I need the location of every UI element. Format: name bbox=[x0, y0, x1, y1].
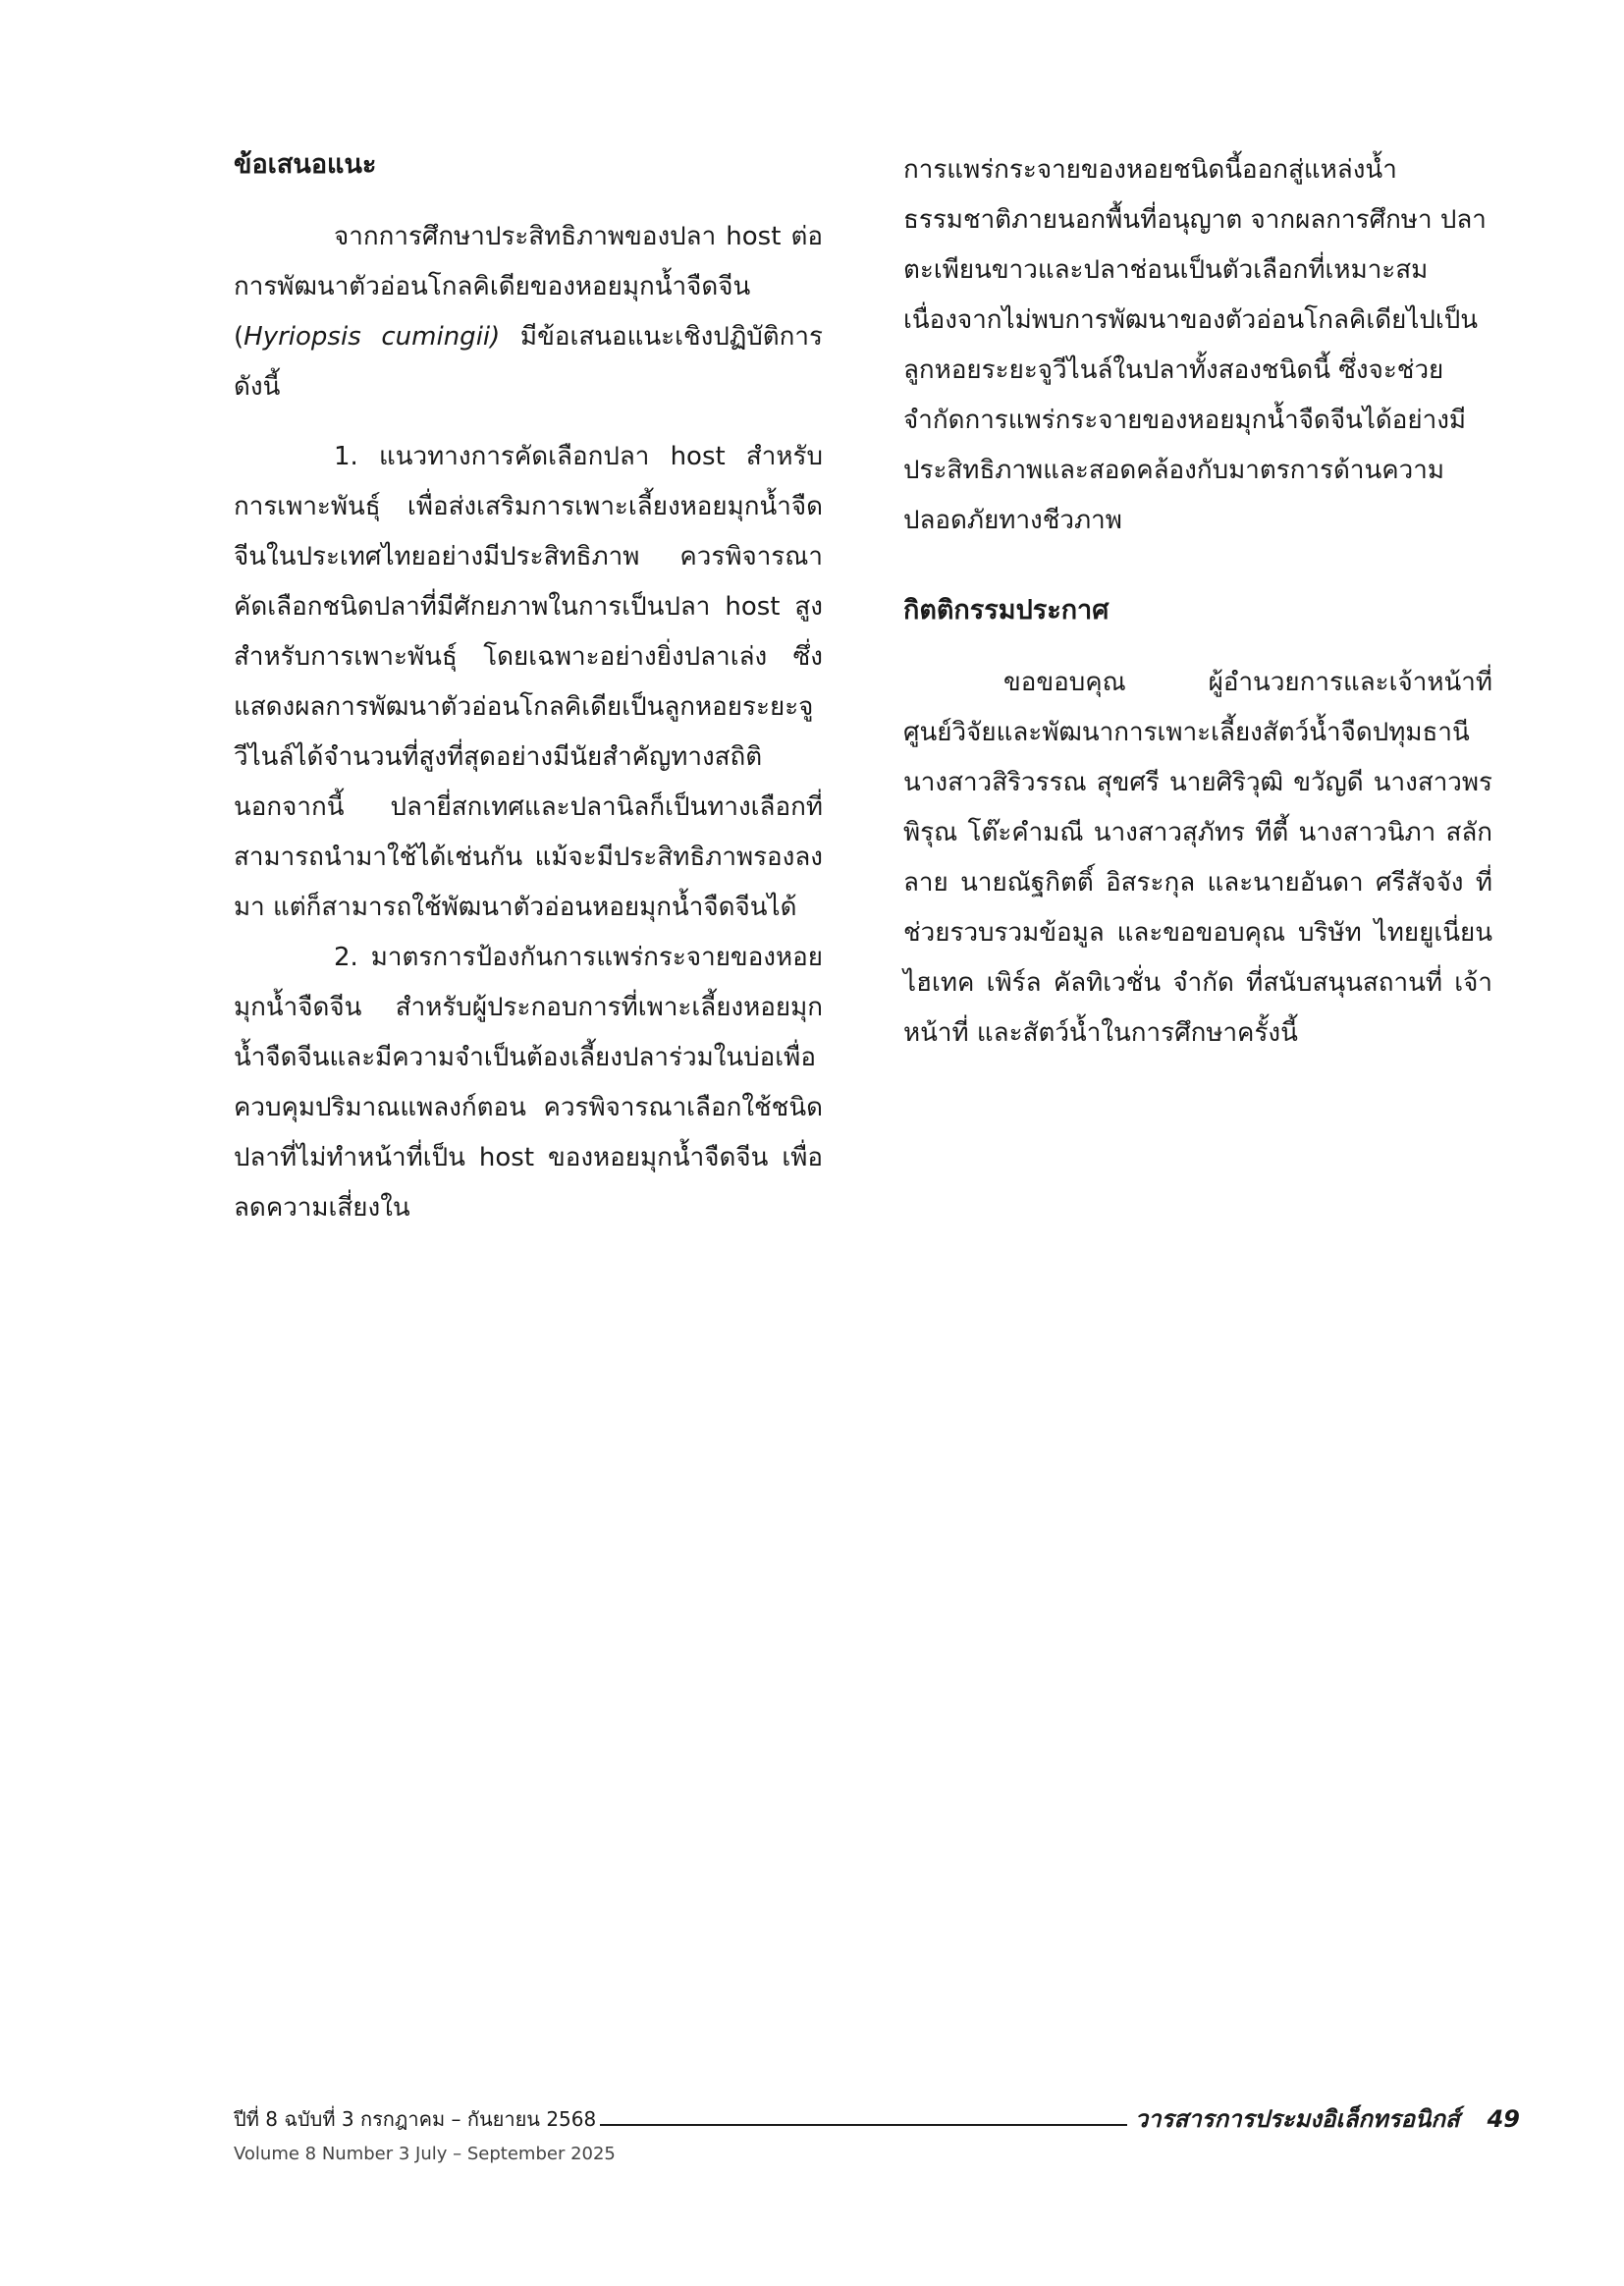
journal-name: วารสารการประมงอิเล็กทรอนิกส์ bbox=[1134, 2105, 1460, 2133]
right-column bbox=[903, 145, 1492, 1059]
issue-info-english: Volume 8 Number 3 July – September 2025 bbox=[234, 2144, 616, 2164]
section-heading-recommendations: ข้อเสนอแนะ bbox=[234, 149, 377, 180]
issue-info-thai: ปีที่ 8 ฉบับที่ 3 กรกฎาคม – กันยายน 2568 bbox=[234, 2106, 597, 2131]
recommendation-item-1: 1. แนวทางการคัดเลือกปลา host สำหรับการเพาะพันธุ์ เพื่อส่งเสริมการเพาะเลี้ยงหอยมุกน้ำจืดจีนในประเทศไทยอย่างมีประสิทธิภาพ ควรพิจารณาคัดเลือกชนิดปลาที่มีศักยภาพในการเป็นปลา host สูงสำหรับการเพาะพันธุ์ โดยเฉพาะอย่างยิ่งปลาเล่ง ซึ่งแสดงผลการพัฒนาตัวอ่อนโกลคิเดียเป็นลูกหอยระยะจูวีไนล์ได้จำนวนที่สูงที่สุดอย่างมีนัยสำคัญทางสถิติ นอกจากนี้ ปลายี่สกเทศและปลานิลก็เป็นทางเลือกที่สามารถนำมาใช้ได้เช่นกัน แม้จะมีประสิทธิภาพรองลงมา แต่ก็สามารถใช้พัฒนาตัวอ่อนหอยมุกน้ำจืดจีนได้ bbox=[234, 442, 823, 922]
acknowledgement-paragraph: ขอขอบคุณ ผู้อำนวยการและเจ้าหน้าที่ศูนย์วิจัยและพัฒนาการเพาะเลี้ยงสัตว์น้ำจืดปทุมธานี นางสาวสิริวรรณ สุขศรี นายศิริวุฒิ ขวัญดี นางสาวพรพิรุณ โต๊ะคำมณี นางสาวสุภัทร ทีตี้ นางสาวนิภา สลักลาย นายณัฐกิตติ์ อิสระกุล และนายอันดา ศรีสัจจัง ที่ช่วยรวบรวมข้อมูล และขอขอบคุณ บริษัท ไทยยูเนี่ยน ไฮเทค เพิร์ล คัลทิเวชั่น จำกัด ที่สนับสนุนสถานที่ เจ้าหน้าที่ และสัตว์น้ำในการศึกษาครั้งนี้ bbox=[903, 668, 1492, 1048]
footer-divider bbox=[600, 2124, 1126, 2126]
species-name: Hyriopsis cumingii) bbox=[244, 322, 501, 352]
recommendation-item-2: 2. มาตรการป้องกันการแพร่กระจายของหอยมุกน้ำจืดจีน สำหรับผู้ประกอบการที่เพาะเลี้ยงหอยมุกน้ำจืดจีนและมีความจำเป็นต้องเลี้ยงปลาร่วมในบ่อเพื่อควบคุมปริมาณแพลงก์ตอน ควรพิจารณาเลือกใช้ชนิดปลาที่ไม่ทำหน้าที่เป็น host ของหอยมุกน้ำจืดจีน เพื่อลดความเสี่ยงใน bbox=[234, 943, 823, 1223]
recommendation-item-2-continued: การแพร่กระจายของหอยชนิดนี้ออกสู่แหล่งน้ำธรรมชาติภายนอกพื้นที่อนุญาต จากผลการศึกษา ปลาตะเพียนขาวและปลาช่อนเป็นตัวเลือกที่เหมาะสม เนื่องจากไม่พบการพัฒนาของตัวอ่อนโกลคิเดียไปเป็นลูกหอยระยะจูวีไนล์ในปลาทั้งสองชนิดนี้ ซึ่งจะช่วยจำกัดการแพร่กระจายของหอยมุกน้ำจืดจีนได้อย่างมีประสิทธิภาพและสอดคล้องกับมาตรการด้านความปลอดภัยทางชีวภาพ bbox=[903, 155, 1487, 535]
page-footer bbox=[234, 2099, 1520, 2164]
intro-paragraph bbox=[234, 212, 823, 412]
section-heading-acknowledgements: กิตติกรรมประกาศ bbox=[903, 595, 1110, 626]
intro-text-end: มีข้อเสนอแนะเชิงปฏิบัติการ ดังนี้ bbox=[234, 322, 823, 402]
intro-text: จากการศึกษาประสิทธิภาพของปลา host ต่อการพัฒนาตัวอ่อนโกลคิเดียของหอยมุกน้ำจืดจีน ( bbox=[234, 222, 823, 352]
page-number: 49 bbox=[1487, 2104, 1520, 2133]
left-column bbox=[234, 145, 823, 1233]
footer-row bbox=[234, 2099, 1520, 2138]
